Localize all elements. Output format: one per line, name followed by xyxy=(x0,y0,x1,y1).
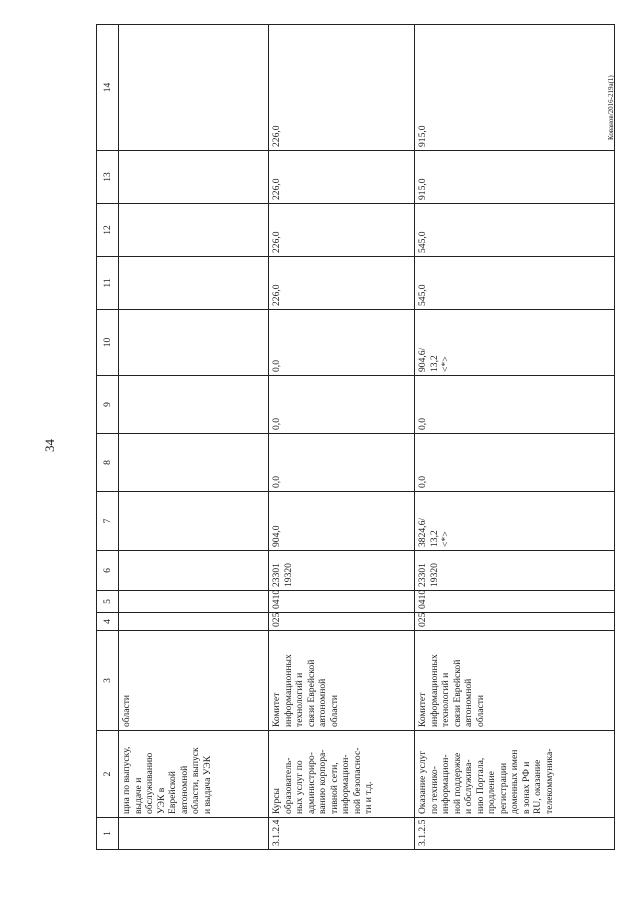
cell-year xyxy=(119,204,269,257)
cell-target xyxy=(119,551,269,591)
col-header: 13 xyxy=(97,151,119,204)
cell-year: 0,0 xyxy=(269,434,415,492)
cell-year: 915,0 xyxy=(415,151,615,204)
table-row xyxy=(119,25,269,850)
cell-number xyxy=(119,818,269,850)
col-header: 3 xyxy=(97,631,119,731)
cell-year: 915,0 xyxy=(415,25,615,151)
cell-year: 0,0 xyxy=(415,434,615,492)
page-number: 34 xyxy=(42,439,57,452)
cell-year xyxy=(119,25,269,151)
col-header: 7 xyxy=(97,492,119,551)
cell-total: 3824,6/ 13,2 <*> xyxy=(415,492,615,551)
col-header: 1 xyxy=(97,818,119,850)
cell-year xyxy=(119,257,269,310)
col-header: 10 xyxy=(97,310,119,376)
cell-section: 0410 xyxy=(269,591,415,613)
cell-measure: Оказание услуг по технико- информацион- ной поддержке и обслужива- нию Портала, продление регистрации доменных имен в зонах РФ и RU, оказание телекоммуника- xyxy=(415,731,615,818)
col-header: 4 xyxy=(97,613,119,631)
cell-executor: Комитет информационных технологий и связи Еврейской автономной области xyxy=(269,631,415,731)
document-code: Кованов/2016-219а(1) xyxy=(607,75,615,140)
cell-year: 0,0 xyxy=(269,310,415,376)
col-header: 5 xyxy=(97,591,119,613)
cell-grbs: 025 xyxy=(269,613,415,631)
header-row xyxy=(97,25,119,850)
rotated-table-container xyxy=(96,55,615,850)
cell-executor: Комитет информационных технологий и связи Еврейской автономной области xyxy=(415,631,615,731)
budget-table xyxy=(96,24,615,850)
col-header: 8 xyxy=(97,434,119,492)
cell-year: 226,0 xyxy=(269,151,415,204)
cell-year xyxy=(119,376,269,434)
table-row xyxy=(415,25,615,850)
cell-year: 0,0 xyxy=(415,376,615,434)
cell-year: 545,0 xyxy=(415,257,615,310)
col-header: 14 xyxy=(97,25,119,151)
cell-year xyxy=(119,151,269,204)
cell-grbs: 025 xyxy=(415,613,615,631)
cell-year: 226,0 xyxy=(269,25,415,151)
cell-section xyxy=(119,591,269,613)
cell-target: 23301 19320 xyxy=(269,551,415,591)
col-header: 11 xyxy=(97,257,119,310)
cell-number: 3.1.2.5 xyxy=(415,818,615,850)
cell-total xyxy=(119,492,269,551)
col-header: 9 xyxy=(97,376,119,434)
cell-executor: области xyxy=(119,631,269,731)
cell-year: 226,0 xyxy=(269,257,415,310)
cell-year: 545,0 xyxy=(415,204,615,257)
cell-grbs xyxy=(119,613,269,631)
col-header: 6 xyxy=(97,551,119,591)
cell-year: 0,0 xyxy=(269,376,415,434)
cell-measure: щиа по выпуску, выдаче и обслуживанию УЭК в Еврейской автономной области, выпуск и выдача УЭК xyxy=(119,731,269,818)
table-row xyxy=(269,25,415,850)
cell-year xyxy=(119,310,269,376)
col-header: 12 xyxy=(97,204,119,257)
cell-total: 904,0 xyxy=(269,492,415,551)
cell-year: 226,0 xyxy=(269,204,415,257)
cell-number: 3.1.2.4 xyxy=(269,818,415,850)
col-header: 2 xyxy=(97,731,119,818)
cell-section: 0410 xyxy=(415,591,615,613)
cell-target: 23301 19320 xyxy=(415,551,615,591)
cell-year xyxy=(119,434,269,492)
cell-measure: Курсы образователь- ных услуг по администриро- ванию корпора- тивной сети, информацион- ной безопаснос- ти и т.д. xyxy=(269,731,415,818)
cell-year: 904,6/ 13,2 <*> xyxy=(415,310,615,376)
